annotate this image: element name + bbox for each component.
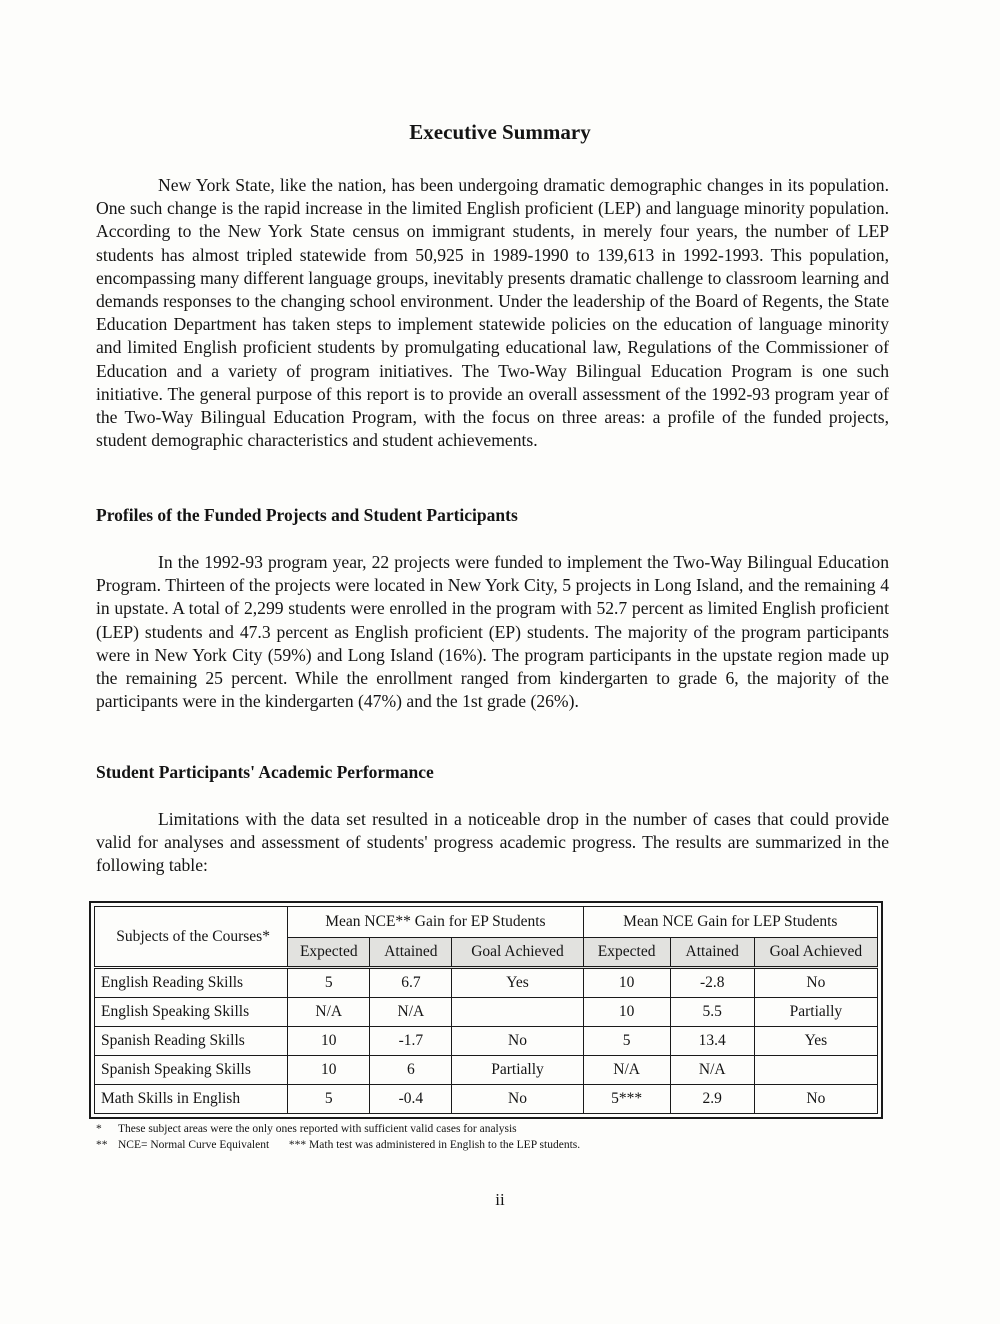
- footnote-text: These subject areas were the only ones reported with sufficient valid cases for analysis: [118, 1123, 517, 1135]
- table-cell: 5: [288, 1084, 370, 1113]
- table-cell: 10: [583, 968, 670, 998]
- table-cell: 10: [288, 1027, 370, 1056]
- table-subheader: Attained: [370, 938, 452, 968]
- table-cell: N/A: [370, 998, 452, 1027]
- table-row: [95, 968, 878, 998]
- table-cell: 10: [288, 1055, 370, 1084]
- table-row: [95, 1084, 878, 1113]
- table-cell: 13.4: [670, 1027, 754, 1056]
- results-table: [94, 906, 878, 1114]
- page-number: ii: [495, 1190, 505, 1209]
- table-cell: No: [754, 1084, 877, 1113]
- table-group-header-lep: Mean NCE Gain for LEP Students: [583, 907, 877, 938]
- table-subheader: Attained: [670, 938, 754, 968]
- footnote-mark: **: [96, 1139, 108, 1151]
- table-cell: Spanish Reading Skills: [95, 1027, 288, 1056]
- table-cell: N/A: [670, 1055, 754, 1084]
- intro-paragraph: New York State, like the nation, has been undergoing dramatic demographic changes in its population. One such change is the rapid increase in the limited English proficient (LEP) and language minority population. According to the New York State census on immigrant students, in merely four years, the number of LEP students has almost tripled statewide from 50,925 in 1989-1990 to 139,613 in 1992-1993. This population, encompassing many different language groups, inevitably presents dramatic challenge to classroom learning and demands responses to the changing school environment. Under the leadership of the Board of Regents, the State Education Department has taken steps to implement statewide policies on the education of language minority and limited English proficient students by promulgating educational law, Regulations of the Commissioner of Education and a variety of program initiatives. The Two-Way Bilingual Education Program is one such initiative. The general purpose of this report is to provide an overall assessment of the 1992-93 program year of the Two-Way Bilingual Education Program, with the focus on three areas: a profile of the funded projects, student demographic characteristics and student achievements.: [96, 175, 889, 451]
- table-cell: 5: [583, 1027, 670, 1056]
- table-cell: Partially: [452, 1055, 583, 1084]
- table-cell: 5***: [583, 1084, 670, 1113]
- footnote-nce: [96, 1138, 580, 1152]
- table-cell: N/A: [288, 998, 370, 1027]
- table-row: [95, 998, 878, 1027]
- page-title: Executive Summary: [409, 120, 591, 144]
- footnote-subjects: [96, 1122, 517, 1136]
- footnote-text: NCE= Normal Curve Equivalent: [118, 1139, 270, 1151]
- table-subheader: Expected: [583, 938, 670, 968]
- section-heading-profiles: Profiles of the Funded Projects and Student Participants: [96, 505, 518, 525]
- table-cell: English Reading Skills: [95, 968, 288, 998]
- results-table-frame: [89, 901, 883, 1119]
- table-corner-header: Subjects of the Courses*: [95, 907, 288, 968]
- table-cell: English Speaking Skills: [95, 998, 288, 1027]
- table-group-header-ep: Mean NCE** Gain for EP Students: [288, 907, 583, 938]
- table-cell: Partially: [754, 998, 877, 1027]
- table-cell: 5: [288, 968, 370, 998]
- table-cell: [452, 998, 583, 1027]
- table-cell: No: [452, 1027, 583, 1056]
- table-subheader: Goal Achieved: [754, 938, 877, 968]
- table-cell: 6: [370, 1055, 452, 1084]
- table-cell: Spanish Speaking Skills: [95, 1055, 288, 1084]
- profiles-paragraph: In the 1992-93 program year, 22 projects were funded to implement the Two-Way Bilingual Education Program. Thirteen of the projects were located in New York City, 5 projects in Long Island, and the remaining 4 in upstate. A total of 2,299 students were enrolled in the program with 52.7 percent as limited English proficient (LEP) students and 47.3 percent as English proficient (EP) students. The majority of the program participants were in New York City (59%) and Long Island (16%). The program participants in the upstate region made up the remaining 25 percent. While the enrollment ranged from kindergarten to grade 6, the majority of the participants were in the kindergarten (47%) and the 1st grade (26%).: [96, 552, 889, 712]
- table-cell: Yes: [754, 1027, 877, 1056]
- table-cell: 10: [583, 998, 670, 1027]
- table-cell: 5.5: [670, 998, 754, 1027]
- table-cell: [754, 1055, 877, 1084]
- table-subheader: Goal Achieved: [452, 938, 583, 968]
- footnote-mark: *: [96, 1123, 102, 1135]
- table-cell: -2.8: [670, 968, 754, 998]
- footnote-text: Math test was administered in English to the LEP students.: [309, 1139, 581, 1151]
- table-row: [95, 1055, 878, 1084]
- table-cell: Math Skills in English: [95, 1084, 288, 1113]
- table-cell: Yes: [452, 968, 583, 998]
- table-cell: N/A: [583, 1055, 670, 1084]
- table-cell: No: [452, 1084, 583, 1113]
- table-row: [95, 1027, 878, 1056]
- table-cell: -1.7: [370, 1027, 452, 1056]
- table-subheader: Expected: [288, 938, 370, 968]
- table-cell: 6.7: [370, 968, 452, 998]
- table-cell: -0.4: [370, 1084, 452, 1113]
- performance-paragraph: Limitations with the data set resulted in a noticeable drop in the number of cases that could provide valid for analyses and assessment of students' progress academic progress. The results are summarized in the following table:: [96, 809, 889, 876]
- section-heading-performance: Student Participants' Academic Performance: [96, 762, 434, 782]
- table-cell: No: [754, 968, 877, 998]
- footnote-mark: ***: [288, 1139, 307, 1151]
- table-cell: 2.9: [670, 1084, 754, 1113]
